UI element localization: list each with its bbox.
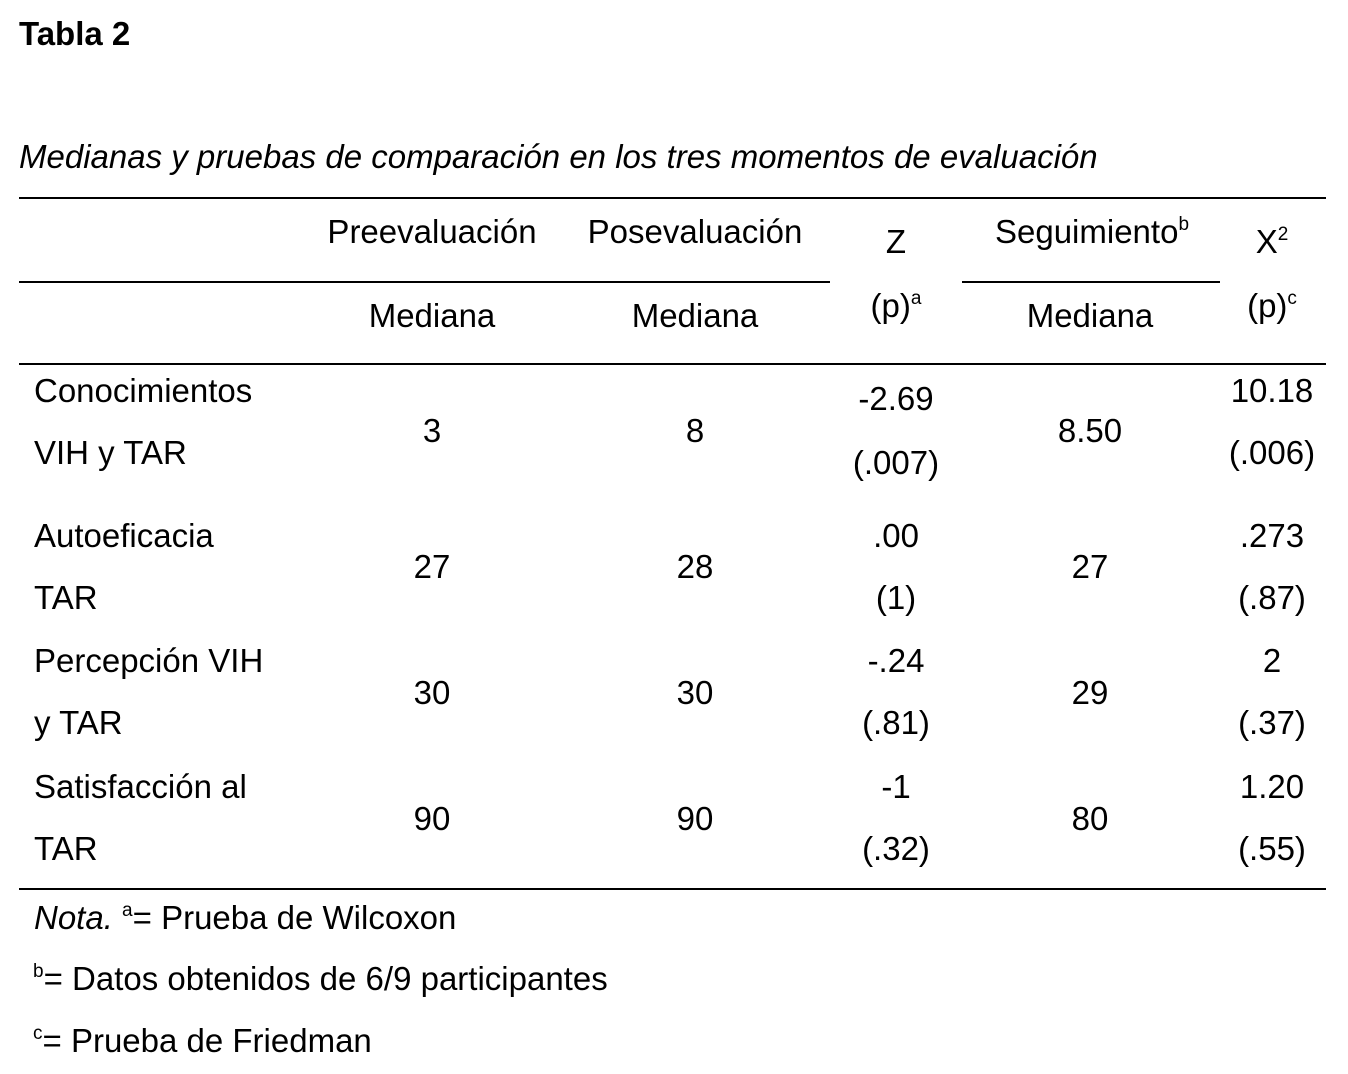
header-preevaluacion: Preevaluación [327, 213, 537, 250]
cell-x2: .273 [1239, 517, 1305, 554]
cell-x2-p: (.006) [1228, 434, 1316, 471]
note-c: $^c$= Prueba de Friedman [33, 1022, 372, 1059]
cell-z: .00 [873, 517, 919, 554]
cell-x2: 10.18 [1230, 372, 1314, 409]
cell-z: -.24 [867, 642, 925, 679]
table-subtitle: Medianas y pruebas de comparación en los tres momentos de evaluación [19, 138, 1098, 175]
cell-x2-p: (.55) [1238, 830, 1306, 867]
cell-z-p: (.32) [862, 830, 930, 867]
header-subrule-left [19, 281, 830, 283]
cell-pos: 30 [676, 674, 714, 711]
cell-x2-p: (.37) [1238, 704, 1306, 741]
header-seguimiento: Seguimiento$^b$ [994, 213, 1190, 250]
note-b: $^b$= Datos obtenidos de 6/9 participantes [33, 960, 608, 997]
cell-seg: 80 [1071, 800, 1109, 837]
cell-z: -1 [881, 768, 911, 805]
row-label: Satisfacción al [34, 768, 247, 805]
row-label: Percepción VIH [34, 642, 264, 679]
cell-pos: 28 [676, 548, 714, 585]
header-z: Z [885, 223, 907, 260]
row-label-cont: TAR [34, 579, 98, 616]
cell-z-p: (.81) [862, 704, 930, 741]
row-label-cont: y TAR [34, 704, 123, 741]
header-mediana-pos: Mediana [631, 297, 759, 334]
cell-z-p: (1) [875, 579, 917, 616]
cell-z: -2.69 [858, 380, 934, 417]
row-label-cont: VIH y TAR [34, 434, 187, 471]
cell-pre: 3 [422, 412, 442, 449]
header-mediana-pre: Mediana [368, 297, 496, 334]
cell-seg: 8.50 [1057, 412, 1123, 449]
row-label-cont: TAR [34, 830, 98, 867]
cell-pre: 90 [413, 800, 451, 837]
cell-pre: 30 [413, 674, 451, 711]
header-z-p: $(p)^a$ [870, 287, 922, 324]
cell-pre: 27 [413, 548, 451, 585]
table-bottom-rule [19, 888, 1326, 890]
header-posevaluacion: Posevaluación [587, 213, 803, 250]
table-title: Tabla 2 [19, 15, 131, 52]
header-x2-p: $(p)^c$ [1247, 287, 1297, 324]
header-x2: $X^2$ [1255, 223, 1289, 260]
note-a: Nota. $^a$= Prueba de Wilcoxon [34, 899, 457, 936]
cell-seg: 27 [1071, 548, 1109, 585]
top-rule [19, 197, 1326, 199]
cell-x2: 2 [1262, 642, 1282, 679]
cell-pos: 90 [676, 800, 714, 837]
cell-pos: 8 [685, 412, 705, 449]
row-label: Conocimientos [34, 372, 253, 409]
cell-z-p: (.007) [852, 444, 940, 481]
row-label: Autoeficacia [34, 517, 214, 554]
header-mediana-seg: Mediana [1026, 297, 1154, 334]
cell-seg: 29 [1071, 674, 1109, 711]
note-label: Nota. [34, 899, 113, 936]
cell-x2-p: (.87) [1238, 579, 1306, 616]
cell-x2: 1.20 [1239, 768, 1305, 805]
header-subrule-seguimiento [962, 281, 1220, 283]
